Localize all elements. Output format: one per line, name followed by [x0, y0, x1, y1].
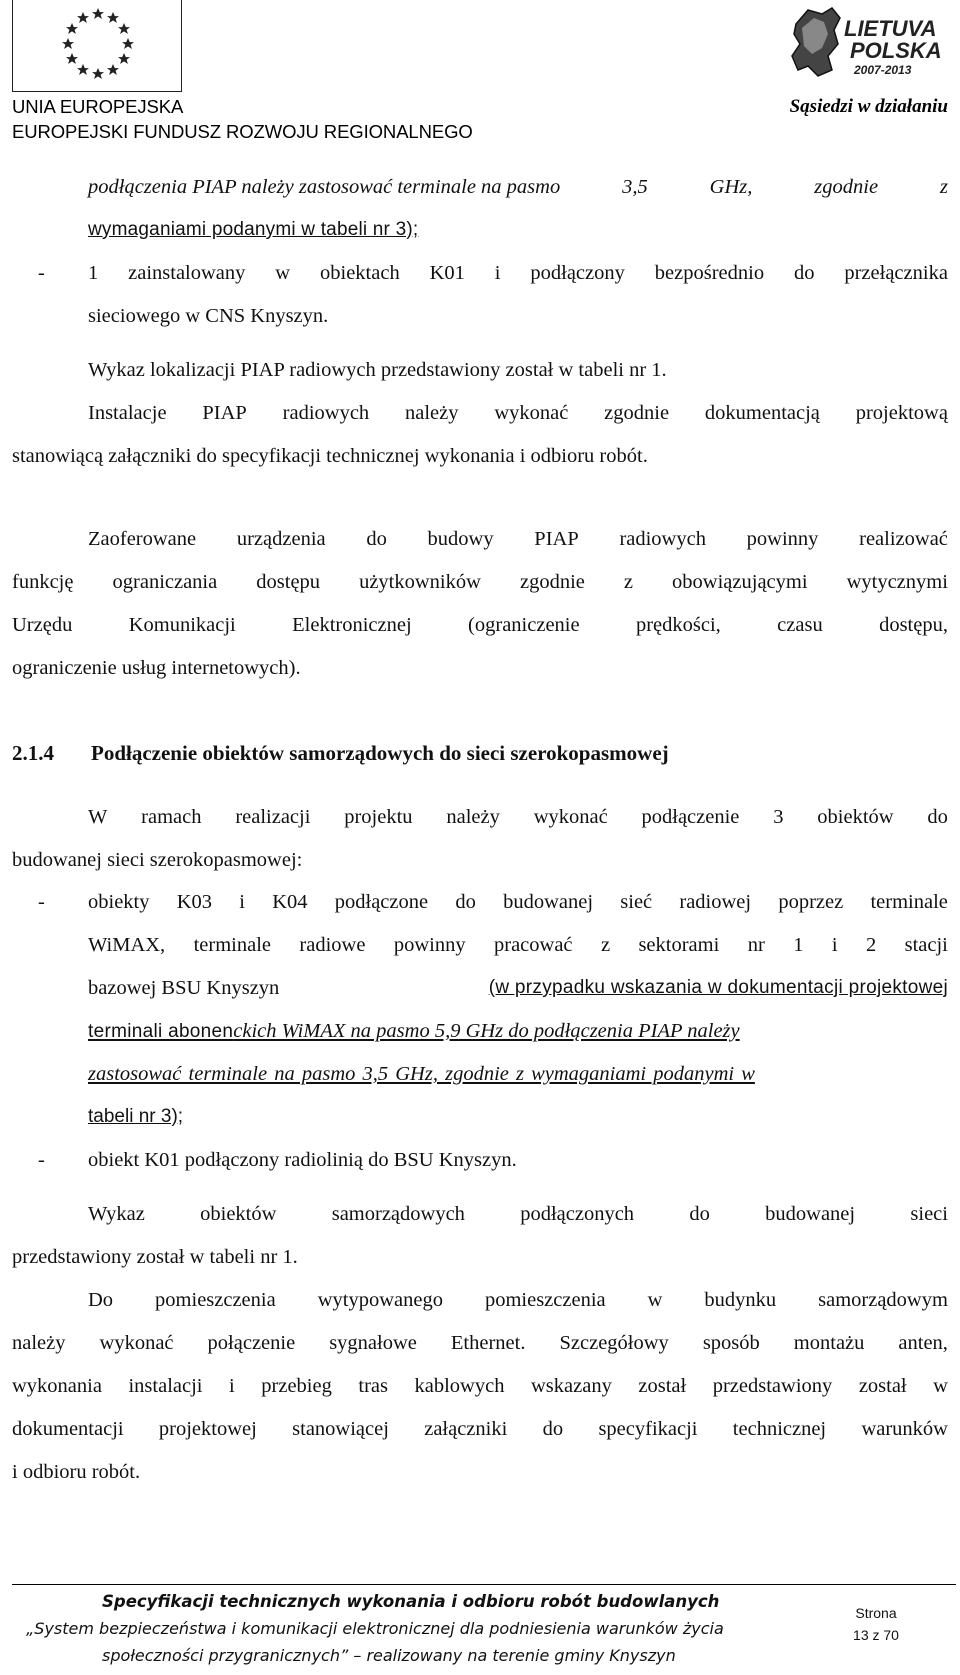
word: podłączony — [530, 262, 625, 284]
section-title: Podłączenie obiektów samorządowych do sieci szerokopasmowej — [91, 741, 669, 765]
word: przełącznika — [844, 262, 948, 284]
paragraph-line — [88, 176, 948, 199]
word: projektową — [855, 402, 948, 424]
paragraph-line — [88, 806, 948, 829]
list-item-line: zastosować terminale na pasmo 3,5 GHz, zgodnie z wymaganiami podanymi w — [88, 1063, 755, 1085]
word: technicznej — [732, 1418, 827, 1440]
word: funkcję — [12, 571, 74, 593]
eu-caption — [12, 94, 473, 144]
word: prędkości, — [635, 614, 721, 636]
eu-line-2: EUROPEJSKI FUNDUSZ ROZWOJU REGIONALNEGO — [12, 121, 473, 142]
word: Wykaz — [88, 1203, 145, 1225]
svg-text:LIETUVA: LIETUVA — [844, 16, 937, 41]
paragraph-line — [12, 1332, 948, 1355]
list-item-line — [88, 1020, 948, 1043]
list-item-line: sieciowego w CNS Knyszyn. — [88, 305, 329, 327]
eu-line-1: UNIA EUROPEJSKA — [12, 96, 184, 117]
word: wytycznymi — [846, 571, 948, 593]
word: terminale — [870, 891, 948, 913]
paragraph-line — [12, 1375, 948, 1398]
word: K04 — [272, 891, 308, 913]
paragraph-line: przedstawiony został w tabeli nr 1. — [12, 1246, 298, 1268]
word: wykonać — [533, 806, 608, 828]
word: projektu — [344, 806, 413, 828]
text-run-underlined: terminali abonen — [88, 1021, 234, 1042]
word: 3,5 — [622, 176, 648, 198]
word: radiowych — [619, 528, 706, 550]
word: stanowiącej — [292, 1418, 389, 1440]
word: podłączenia PIAP należy zastosować terminale na pasmo — [88, 176, 561, 198]
word: i — [229, 1375, 235, 1397]
eu-flag-logo — [12, 0, 182, 92]
word: budynku — [704, 1289, 777, 1311]
list-bullet-dash: - — [38, 891, 45, 913]
word: obiektach — [320, 262, 400, 284]
word: należy — [405, 402, 459, 424]
word: dokumentacji — [12, 1418, 124, 1440]
word: ramach — [141, 806, 202, 828]
program-tagline: Sąsiedzi w działaniu — [789, 96, 948, 117]
word: w — [933, 1375, 948, 1397]
word: pracować — [494, 934, 573, 956]
word: podłączenie — [641, 806, 740, 828]
word: zainstalowany — [128, 262, 246, 284]
word: w — [275, 262, 291, 284]
lietuva-polska-logo — [788, 4, 948, 90]
word: do — [927, 806, 948, 828]
word: dokumentacją — [704, 402, 820, 424]
text-run-underlined: (w przypadku wskazania w dokumentacji projektowej — [488, 977, 948, 998]
word: w — [647, 1289, 663, 1311]
text-run: bazowej BSU Knyszyn — [88, 977, 280, 999]
word: powinny — [393, 934, 466, 956]
text-run-underlined-italic: ckich WiMAX na pasmo 5,9 GHz do podłączenia PIAP należy — [233, 1020, 740, 1042]
word: połączenie — [207, 1332, 296, 1354]
word: z — [939, 176, 948, 198]
paragraph-line — [12, 1418, 948, 1441]
page-footer — [0, 1588, 960, 1675]
word: urządzenia — [236, 528, 326, 550]
word: podłączone — [334, 891, 429, 913]
paragraph-line: i odbioru robót. — [12, 1461, 141, 1483]
word: kablowych — [414, 1375, 505, 1397]
word: zgodnie — [604, 402, 670, 424]
word: W — [88, 806, 108, 828]
svg-text:POLSKA: POLSKA — [850, 38, 942, 63]
word: sektorami — [638, 934, 720, 956]
word: specyfikacji — [598, 1418, 698, 1440]
word: obiektów — [817, 806, 894, 828]
paragraph-line: wymaganiami podanymi w tabeli nr 3); — [88, 219, 419, 240]
word: z — [600, 934, 611, 956]
word: warunków — [861, 1418, 948, 1440]
page-header — [0, 0, 960, 150]
word: zgodnie — [814, 176, 879, 198]
word: obiekty — [88, 891, 150, 913]
word: pomieszczenia — [155, 1289, 276, 1311]
word: bezpośrednio — [654, 262, 765, 284]
section-number: 2.1.4 — [12, 741, 54, 765]
word: sygnałowe — [329, 1332, 417, 1354]
word: K01 — [429, 262, 465, 284]
word: obowiązującymi — [672, 571, 808, 593]
svg-text:2007-2013: 2007-2013 — [854, 63, 912, 77]
list-item-line: tabeli nr 3); — [88, 1106, 184, 1127]
paragraph-line — [12, 571, 948, 594]
list-bullet-dash: - — [38, 1149, 45, 1171]
word: Komunikacji — [128, 614, 236, 636]
word: i — [239, 891, 245, 913]
word: Urzędu — [12, 614, 73, 636]
word: realizacji — [235, 806, 311, 828]
word: nr — [747, 934, 765, 956]
word: realizować — [859, 528, 948, 550]
page-indicator — [836, 1602, 916, 1646]
word: wskazany — [531, 1375, 612, 1397]
word: dostępu, — [879, 614, 948, 636]
word: GHz, — [709, 176, 753, 198]
word: wytypowanego — [317, 1289, 443, 1311]
word: pomieszczenia — [484, 1289, 606, 1311]
word: sieci — [910, 1203, 948, 1225]
word: budowanej — [503, 891, 594, 913]
word: budowy — [427, 528, 494, 550]
list-item-line — [88, 891, 948, 914]
word: i — [831, 934, 838, 956]
word: został — [858, 1375, 907, 1397]
page-number: 13 z 70 — [853, 1627, 899, 1643]
word: powinny — [746, 528, 819, 550]
word: WiMAX, — [88, 934, 166, 956]
word: wykonania — [12, 1375, 102, 1397]
word: i — [494, 262, 501, 284]
word: 1 — [88, 262, 99, 284]
paragraph-line — [88, 1289, 948, 1312]
list-item-line — [88, 977, 948, 1000]
paragraph-line — [88, 1203, 948, 1226]
word: został — [638, 1375, 687, 1397]
footer-divider — [12, 1584, 956, 1585]
list-item-line: obiekt K01 podłączony radiolinią do BSU Knyszyn. — [88, 1149, 517, 1171]
paragraph-line — [12, 614, 948, 637]
word: czasu — [777, 614, 823, 636]
word: tras — [358, 1375, 388, 1397]
list-bullet-dash: - — [38, 262, 45, 284]
word: poprzez — [778, 891, 844, 913]
word: Instalacje — [88, 402, 167, 424]
word: do — [689, 1203, 710, 1225]
word: projektowej — [158, 1418, 257, 1440]
word: samorządowych — [331, 1203, 465, 1225]
word: użytkowników — [359, 571, 481, 593]
word: do — [793, 262, 815, 284]
section-heading — [12, 741, 669, 766]
word: (ograniczenie — [468, 614, 580, 636]
list-item-line — [88, 934, 948, 957]
word: obiektów — [200, 1203, 277, 1225]
eu-stars-icon — [13, 0, 183, 92]
word: przedstawiony — [712, 1375, 833, 1397]
word: sposób — [702, 1332, 760, 1354]
word: K03 — [176, 891, 213, 913]
footer-title: Specyfikacji technicznych wykonania i odbioru robót budowlanych — [102, 1592, 720, 1611]
word: radiowe — [299, 934, 366, 956]
word: sieć — [620, 891, 653, 913]
word: do — [366, 528, 387, 550]
word: z — [623, 571, 634, 593]
footer-project-line-1: „System bezpieczeństwa i komunikacji elektronicznej dla podniesienia warunków życia — [26, 1619, 724, 1638]
word: Zaoferowane — [88, 528, 197, 550]
word: należy — [446, 806, 500, 828]
word: wykonać — [99, 1332, 174, 1354]
word: należy — [12, 1332, 66, 1354]
word: wykonać — [494, 402, 569, 424]
word: do — [455, 891, 476, 913]
word: radiowej — [679, 891, 752, 913]
word: stacji — [904, 934, 948, 956]
word: anten, — [898, 1332, 948, 1354]
word: załączniki — [424, 1418, 508, 1440]
word: Ethernet. — [450, 1332, 526, 1354]
paragraph-line: stanowiącą załączniki do specyfikacji technicznej wykonania i odbioru robót. — [12, 445, 648, 467]
list-item-line — [88, 262, 948, 285]
word: 3 — [773, 806, 784, 828]
word: zgodnie — [519, 571, 585, 593]
word: Elektronicznej — [292, 614, 412, 636]
paragraph-line: ograniczenie usług internetowych). — [12, 657, 301, 679]
word: PIAP — [534, 528, 579, 550]
footer-project-line-2: społeczności przygranicznych” – realizowany na terenie gminy Knyszyn — [102, 1646, 676, 1665]
paragraph-line — [88, 528, 948, 551]
word: radiowych — [282, 402, 370, 424]
word: Szczegółowy — [559, 1332, 669, 1354]
word: montażu — [793, 1332, 865, 1354]
word: dostępu — [256, 571, 321, 593]
word: budowanej — [765, 1203, 856, 1225]
word: przebieg — [261, 1375, 332, 1397]
paragraph-line: Wykaz lokalizacji PIAP radiowych przedstawiony został w tabeli nr 1. — [88, 359, 667, 381]
word: samorządowym — [818, 1289, 948, 1311]
paragraph-line: budowanej sieci szerokopasmowej: — [12, 849, 303, 871]
word: 1 — [793, 934, 804, 956]
page-label: Strona — [855, 1605, 897, 1621]
word: Do — [88, 1289, 114, 1311]
paragraph-line — [88, 402, 948, 425]
word: podłączonych — [520, 1203, 635, 1225]
word: terminale — [193, 934, 271, 956]
word: instalacji — [128, 1375, 203, 1397]
word: 2 — [865, 934, 877, 956]
word: ograniczania — [112, 571, 218, 593]
word: PIAP — [202, 402, 247, 424]
word: do — [542, 1418, 564, 1440]
